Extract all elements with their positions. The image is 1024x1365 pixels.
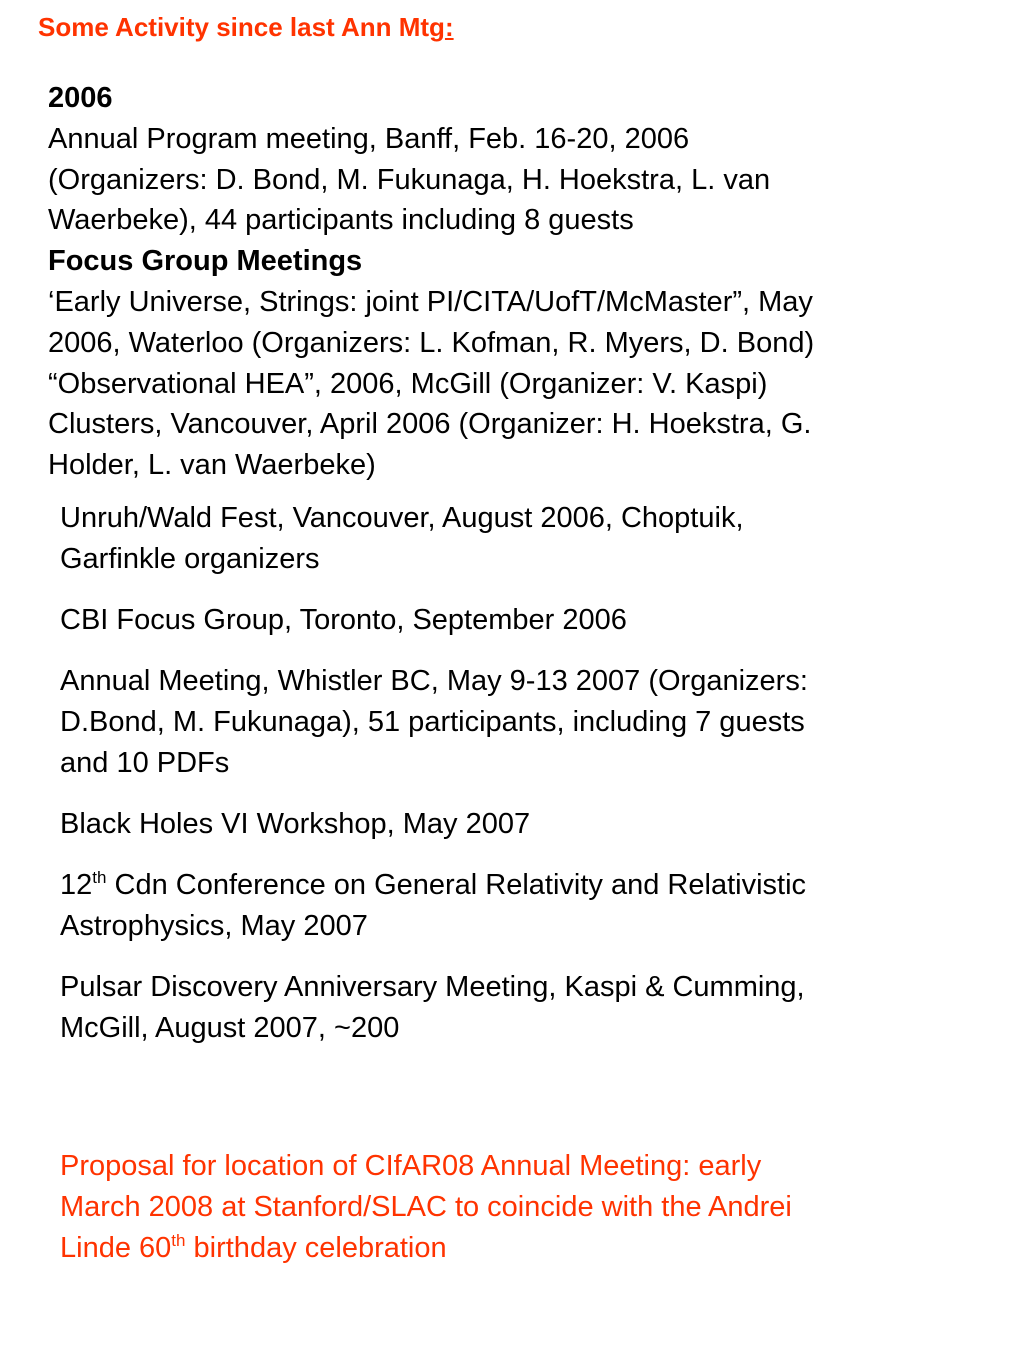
year-heading: 2006 [48,82,113,114]
proposal-note [60,1146,1010,1268]
event-item [60,967,1010,1049]
annual-meeting-line: Waerbeke), 44 participants including 8 guests [48,204,634,237]
proposal-line: March 2008 at Stanford/SLAC to coincide with the Andrei [60,1190,792,1223]
proposal-line: Proposal for location of CIfAR08 Annual Meeting: early [60,1150,762,1182]
event-line: D.Bond, M. Fukunaga), 51 participants, including 7 guests [60,705,805,738]
annual-meeting-line: Annual Program meeting, Banff, Feb. 16-20, 2006 [48,122,690,155]
event-line: Annual Meeting, Whistler BC, May 9-13 2007 (Organizers: [60,665,808,698]
event-item [60,661,1010,783]
event-line: Pulsar Discovery Anniversary Meeting, Kaspi & Cumming, [60,971,805,1004]
section-2006 [48,78,1008,486]
event-item [60,498,1010,580]
focus-group-line: 2006, Waterloo (Organizers: L. Kofman, R. Myers, D. Bond) [48,326,815,359]
annual-meeting-line: (Organizers: D. Bond, M. Fukunaga, H. Hoekstra, L. van [48,163,771,196]
event-list [60,498,1010,1069]
event-line-rest: Cdn Conference on General Relativity and Relativistic [106,869,807,902]
event-item [60,804,1010,845]
event-item [60,865,1010,947]
page-title [38,10,454,44]
event-line: Astrophysics, May 2007 [60,909,368,942]
focus-group-line: Clusters, Vancouver, April 2006 (Organizer: H. Hoekstra, G. [48,408,812,441]
ordinal-suffix: th [92,868,107,888]
event-line: and 10 PDFs [60,746,230,779]
proposal-line-rest: birthday celebration [185,1231,447,1264]
event-line: Garfinkle organizers [60,542,320,575]
ordinal-number: 12 [60,869,93,902]
ordinal-suffix: th [171,1230,186,1250]
event-line: Black Holes VI Workshop, May 2007 [60,807,531,840]
event-line: CBI Focus Group, Toronto, September 2006 [60,603,627,636]
proposal-line [60,1228,1010,1269]
focus-group-line: “Observational HEA”, 2006, McGill (Organizer: V. Kaspi) [48,367,768,400]
event-line: Unruh/Wald Fest, Vancouver, August 2006, Choptuik, [60,502,744,534]
focus-group-heading: Focus Group Meetings [48,245,363,278]
event-line [60,865,1010,906]
page-title-colon: : [444,12,454,42]
page-title-text: Some Activity since last Ann Mtg [38,12,445,42]
proposal-line-prefix: Linde 60 [60,1231,172,1264]
event-line: McGill, August 2007, ~200 [60,1011,400,1044]
focus-group-line: ‘Early Universe, Strings: joint PI/CITA/UofT/McMaster”, May [48,285,813,318]
event-item [60,600,1010,641]
focus-group-line: Holder, L. van Waerbeke) [48,449,376,482]
